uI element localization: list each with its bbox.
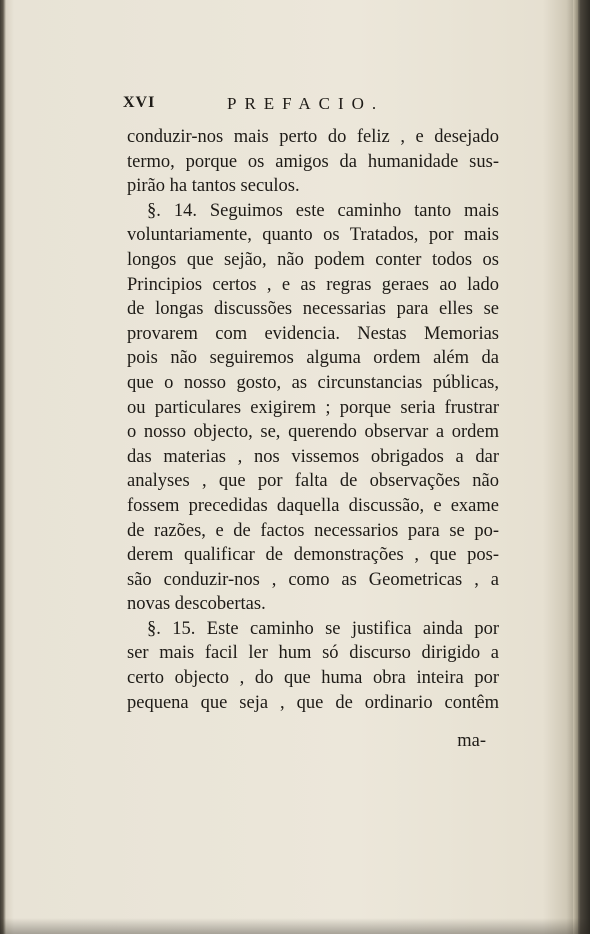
paragraph-14-start: §. 14. Seguimos este caminho tanto mais [147,200,499,221]
text-line: Principios certos , e as regras geraes ao lado [127,274,499,295]
text-line: são conduzir-nos , como as Geometricas , a [127,569,499,590]
running-head [123,94,503,118]
text-line: termo, porque os amigos da humanidade sus- [127,151,499,172]
text-line: analyses , que por falta de observações não [127,471,499,492]
body-text [127,125,499,715]
text-line: voluntariamente, quanto os Tratados, por mais [127,225,499,246]
text-line: das materias , nos vissemos obrigados a dar [127,446,499,467]
text-line: pequena que seja , que de ordinario contêm [127,692,499,713]
text-line: pirão ha tantos seculos. [127,176,300,197]
text-line: derem qualificar de demonstrações , que pos- [127,545,499,566]
text-line: que o nosso gosto, as circunstancias públicas, [127,372,499,393]
text-line: o nosso objecto, se, querendo observar a ordem [127,422,499,443]
text-line: provarem com evidencia. Nestas Memorias [127,323,499,344]
page-number: XVI [123,94,156,111]
text-line: novas descobertas. [127,594,266,615]
text-line: longos que sejão, não podem conter todos os [127,249,499,270]
text-line: de longas discussões necessarias para elles se [127,299,499,320]
text-line: ser mais facil ler hum só discurso dirigido a [127,643,499,664]
catchword: ma- [457,731,486,751]
text-line: pois não seguiremos alguma ordem além da [127,348,499,369]
text-line: certo objecto , do que huma obra inteira por [127,668,499,689]
paragraph-15-start: §. 15. Este caminho se justifica ainda por [147,618,499,639]
text-line: ou particulares exigirem ; porque seria frustrar [127,397,499,418]
text-line: fossem precedidas daquella discussão, e exame [127,495,499,516]
text-line: conduzir-nos mais perto do feliz , e desejado [127,127,499,147]
text-line: de razões, e de factos necessarios para se po- [127,520,499,541]
running-title: PREFACIO. [227,94,385,113]
